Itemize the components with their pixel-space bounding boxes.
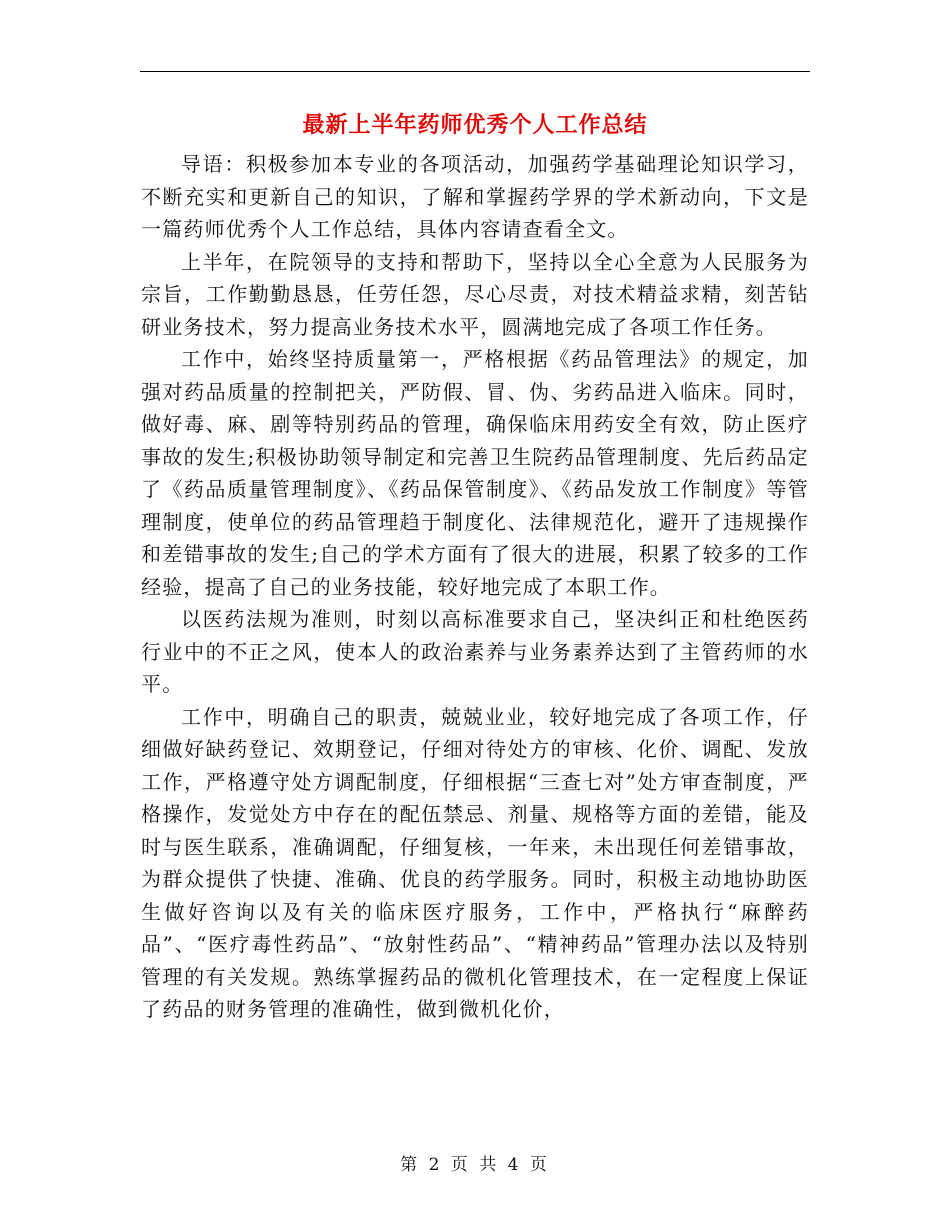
header-rule [140, 71, 810, 72]
paragraph-intro: 导语：积极参加本专业的各项活动，加强药学基础理论知识学习，不断充实和更新自己的知识，了解和掌握药学界的学术新动向，下文是一篇药师优秀个人工作总结，具体内容请查看全文。 [141, 152, 809, 241]
document-body [141, 148, 809, 1026]
document-title: 最新上半年药师优秀个人工作总结 [302, 112, 648, 138]
paragraph: 工作中，始终坚持质量第一，严格根据《药品管理法》的规定，加强对药品质量的控制把关，严防假、冒、伪、劣药品进入临床。同时，做好毒、麻、剧等特别药品的管理，确保临床用药安全有效，防止医疗事故的发生;积极协助领导制定和完善卫生院药品管理制度、先后药品定了《药品质量管理制度》、《药品保管制度》、《药品发放工作制度》等管理制度，使单位的药品管理趋于制度化、法律规范化，避开了违规操作和差错事故的发生;自己的学术方面有了很大的进展，积累了较多的工作经验，提高了自己的业务技能，较好地完成了本职工作。 [141, 347, 809, 599]
paragraph: 上半年，在院领导的支持和帮助下，坚持以全心全意为人民服务为宗旨，工作勤勤恳恳，任劳任怨，尽心尽责，对技术精益求精，刻苦钻研业务技术，努力提高业务技术水平，圆满地完成了各项工作任务。 [141, 249, 809, 339]
paragraph: 工作中，明确自己的职责，兢兢业业，较好地完成了各项工作，仔细做好缺药登记、效期登记，仔细对待处方的审核、化价、调配、发放工作，严格遵守处方调配制度，仔细根据“三查七对”处方审查制度，严格操作，发觉处方中存在的配伍禁忌、剂量、规格等方面的差错，能及时与医生联系，准确调配，仔细复核，一年来，未出现任何差错事故，为群众提供了快捷、准确、优良的药学服务。同时，积极主动地协助医生做好咨询以及有关的临床医疗服务，工作中，严格执行“麻醉药品”、“医疗毒性药品”、“放射性药品”、“精神药品”管理办法以及特别管理的有关发规。熟练掌握药品的微机化管理技术，在一定程度上保证了药品的财务管理的准确性，做到微机化价， [141, 704, 809, 1021]
page-number: 第 2 页 共 4 页 [400, 1155, 550, 1175]
paragraph: 以医药法规为准则，时刻以高标准要求自己，坚决纠正和杜绝医药行业中的不正之风，使本人的政治素养与业务素养达到了主管药师的水平。 [141, 607, 809, 696]
